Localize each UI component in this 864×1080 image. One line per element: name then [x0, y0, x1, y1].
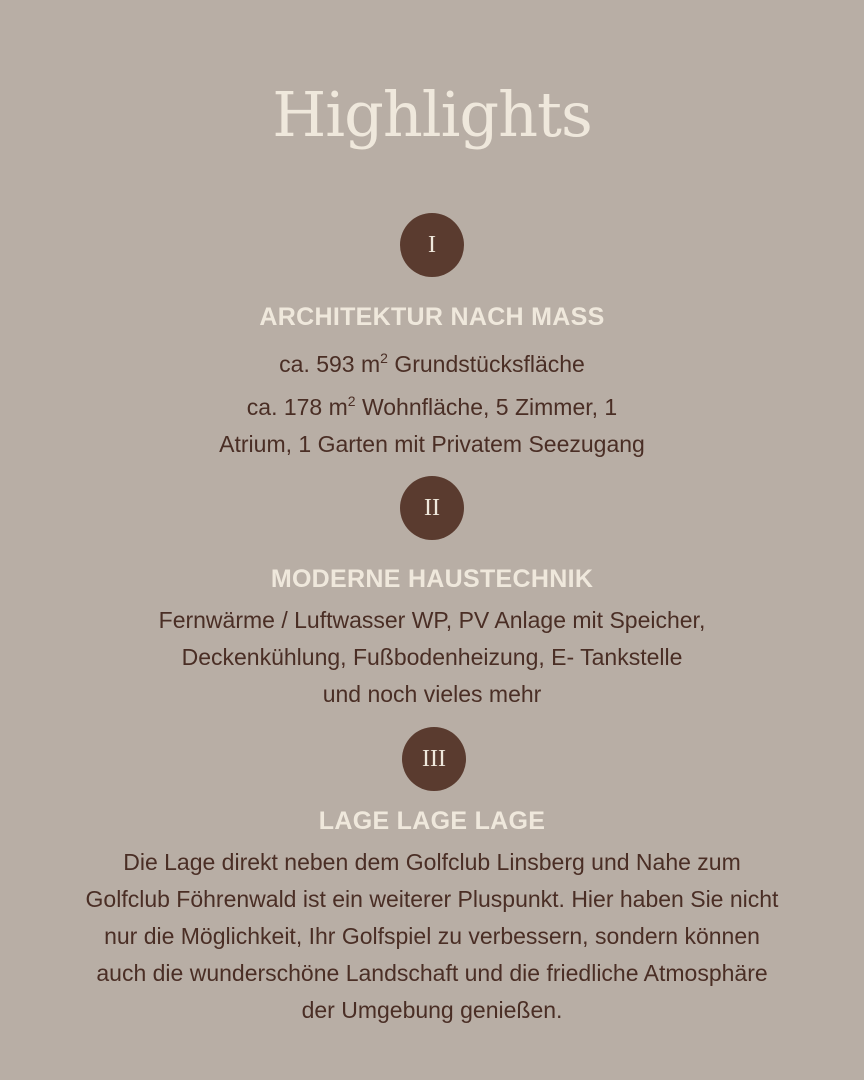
body-line: Die Lage direkt neben dem Golfclub Linsberg und Nahe zum [123, 849, 741, 875]
body-line: ca. 178 $m^2$ Wohnfläche, 5 Zimmer, 1 [246, 393, 618, 420]
numeral-label: III [422, 745, 446, 772]
body-line: und noch vieles mehr [322, 681, 542, 707]
section-heading-lage: LAGE LAGE LAGE [318, 807, 546, 835]
section-body-lage [0, 844, 864, 1029]
body-line: der Umgebung genießen. [301, 997, 563, 1023]
numeral-badge-1 [400, 213, 464, 277]
page-title: Highlights [272, 78, 592, 151]
body-line: Atrium, 1 Garten mit Privatem Seezugang [219, 431, 645, 457]
body-line: Fernwärme / Luftwasser WP, PV Anlage mit Speicher, [158, 607, 706, 633]
body-line: auch die wunderschöne Landschaft und die friedliche Atmosphäre [96, 960, 768, 986]
body-line: Golfclub Föhrenwald ist ein weiterer Pluspunkt. Hier haben Sie nicht [85, 886, 779, 912]
body-line: nur die Möglichkeit, Ihr Golfspiel zu verbessern, sondern können [104, 923, 760, 949]
section-heading-architecture: ARCHITEKTUR NACH MASS [259, 303, 605, 331]
section-body-haustechnik [0, 602, 864, 713]
numeral-label: I [428, 231, 436, 258]
body-line: Deckenkühlung, Fußbodenheizung, E- Tankstelle [181, 644, 683, 670]
section-heading-haustechnik: MODERNE HAUSTECHNIK [270, 565, 594, 593]
body-line: ca. 593 $m^2$ Grundstücksfläche [279, 350, 585, 377]
numeral-badge-2 [400, 476, 464, 540]
section-body-architecture [0, 340, 864, 463]
numeral-label: II [424, 494, 440, 521]
numeral-badge-3 [402, 727, 466, 791]
